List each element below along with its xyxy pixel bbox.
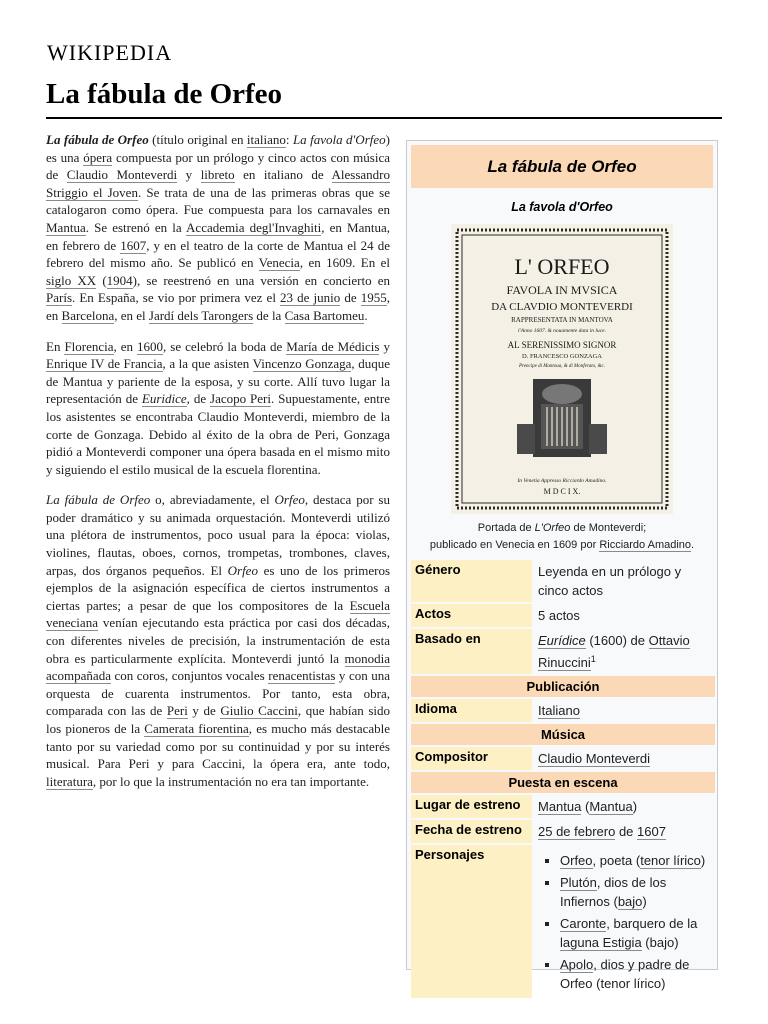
label-lugar-de-estreno: Lugar de estreno — [411, 795, 532, 818]
article-link[interactable]: libreto — [200, 167, 235, 183]
section-header-musica: Música — [411, 724, 715, 745]
article-text: . En España, se vio por primera vez el — [72, 290, 281, 306]
article-text: venían ejecutando esta práctica por casi dos décadas, con diferentes niveles de precisión, la instrumentación de esta obra es particularmente explícita. Monteverdi juntó la — [46, 615, 390, 666]
article-text: y de — [187, 703, 221, 719]
article-link[interactable]: Mantua — [46, 219, 86, 235]
article-text: . — [364, 307, 368, 323]
personaje-end: ) — [700, 853, 706, 869]
image-line-7: D. FRANCESCO GONZAGA — [522, 353, 602, 360]
article-link[interactable]: monodia acompañada — [46, 650, 390, 684]
personaje-item — [560, 955, 711, 993]
article-link[interactable]: Casa Bartomeu — [284, 307, 365, 323]
label-actos: Actos — [411, 604, 532, 627]
label-personajes: Personajes — [411, 845, 532, 998]
article-text: Orfeo — [227, 562, 258, 578]
row-lugar-de-estreno — [411, 795, 715, 818]
image-line-5: l'Anno 1607. & nouamente data in luce. — [518, 328, 606, 334]
article-link[interactable]: Florencia — [64, 338, 114, 354]
article-text: ) es una — [46, 132, 390, 165]
article-link[interactable]: 23 de junio — [280, 290, 341, 306]
article-link[interactable]: Euridice — [141, 391, 187, 407]
section-header-puesta-en-escena: Puesta en escena — [411, 772, 715, 793]
label-fecha-de-estreno: Fecha de estreno — [411, 820, 532, 843]
article-link[interactable]: 1607 — [120, 237, 147, 253]
article-body — [46, 131, 390, 803]
article-link[interactable]: Escuela veneciana — [46, 597, 390, 631]
article-text: , es mucho más destacable tanto por su variedad como por su continuidad y por su interés musical. Para Peri y para Caccini, la ópera era, ante todo, — [46, 721, 391, 772]
article-text: con coros, conjuntos vocales — [110, 668, 269, 684]
article-text: En — [46, 338, 65, 354]
infobox-title: La fábula de Orfeo — [411, 145, 713, 188]
caption-line-2: publicado en Venecia en 1609 por — [429, 539, 600, 551]
article-text: , duque de Mantua y pariente de la esposa, y su corte. Allí tuvo lugar la representación de — [46, 356, 390, 407]
link-mantua-province[interactable]: Mantua — [589, 799, 633, 815]
article-text: Orfeo — [274, 492, 305, 508]
article-text: de la — [253, 307, 285, 323]
title-page-image[interactable] — [451, 224, 673, 514]
article-text: La fábula de Orfeo — [46, 132, 149, 147]
value-actos: 5 actos — [538, 608, 580, 623]
value-personajes — [532, 845, 715, 998]
caption-italic: L'Orfeo — [534, 522, 571, 534]
row-compositor — [411, 747, 715, 770]
article-text: , en 1609. En el — [299, 255, 391, 271]
article-text: , se celebró la boda de — [163, 338, 287, 354]
title-page-illustration — [451, 224, 673, 514]
article-link[interactable]: Claudio Monteverdi — [66, 167, 178, 183]
personaje-desc: , dios de los Infiernos ( — [560, 875, 667, 910]
article-text: , a la que asisten — [162, 356, 253, 372]
caption-end: . — [691, 539, 695, 551]
reference-1[interactable]: 1 — [590, 654, 596, 664]
article-text: , por lo que la instrumentación no era tan importante. — [92, 773, 370, 789]
page-title: La fábula de Orfeo — [46, 78, 283, 110]
personaje-desc: , barquero de la — [606, 916, 698, 932]
link-bajo[interactable]: bajo — [617, 894, 643, 910]
row-idioma — [411, 699, 715, 722]
article-link[interactable]: Camerata fiorentina — [144, 721, 249, 736]
infobox-subtitle: La favola d'Orfeo — [511, 200, 613, 214]
article-link[interactable]: ópera — [83, 149, 113, 165]
row-personajes — [411, 845, 715, 998]
section-publicacion — [411, 676, 715, 697]
link-ottavio-rinuccini[interactable]: Ottavio Rinuccini — [538, 633, 690, 671]
article-paragraph-3 — [46, 491, 390, 790]
link-euridice[interactable]: Eurídice — [538, 633, 586, 648]
article-text: , en — [113, 338, 138, 354]
article-text: ), se reestrenó en una versión en concierto en — [132, 272, 390, 288]
wikipedia-wordmark[interactable]: WIKIPEDIA — [47, 40, 173, 65]
personaje-item — [560, 873, 711, 911]
article-text: . Se estrenó en la — [85, 219, 187, 235]
basado-mid: (1600) de — [585, 633, 649, 648]
section-puesta-en-escena — [411, 772, 715, 793]
personaje-item — [560, 851, 711, 870]
article-text: La fábula de Orfeo — [46, 492, 151, 508]
article-text: es uno de los primeros ejemplos de la asignación específica de ciertos instrumentos a ciertas partes; a pesar de que los compositores de la — [46, 562, 391, 613]
link-1607[interactable]: 1607 — [637, 824, 666, 840]
fecha-sep: de — [615, 824, 638, 840]
personaje-item — [560, 914, 711, 952]
image-imprint: In Venetia Appresso Ricciardo Amadino. — [517, 478, 607, 484]
article-paragraph-2 — [46, 338, 390, 479]
image-line-8: Prencipe di Mantoua, & di Monferato, &c. — [518, 364, 606, 369]
article-link[interactable]: Enrique IV de Francia — [46, 356, 163, 372]
link-caronte[interactable]: Caronte — [560, 916, 607, 932]
article-text: y — [379, 338, 390, 354]
article-link[interactable]: Barcelona — [61, 307, 115, 323]
image-line-6: AL SERENISSIMO SIGNOR — [507, 340, 617, 350]
article-text: , y en el teatro de la corte de Mantua el 24 de febrero del mismo año. Se publicó en — [46, 237, 390, 271]
article-text: . Supuestamente, entre los asistentes se encontraba Claudio Monteverdi, miembro de la corte de Gonzaga. Debido al éxito de la obra de Peri, Gonzaga pidió a Monteverdi componer una ópera basada en el mismo mito y siguiendo el estilo musical de la escuela florentina. — [46, 391, 391, 477]
article-text: y con una orquesta de cuarenta instrumentos. Por tanto, esta obra, comparada con las de — [46, 668, 390, 719]
article-link[interactable]: París — [46, 290, 72, 306]
article-link[interactable]: 1600 — [137, 338, 164, 354]
article-text: , que habían sido los pioneros de la — [46, 703, 390, 736]
personajes-list — [538, 851, 711, 993]
article-text: : — [285, 132, 293, 147]
image-line-3: DA CLAVDIO MONTEVERDI — [491, 301, 633, 313]
article-link[interactable]: Accademia degl'Invaghiti — [186, 219, 322, 235]
article-text: , en Mantua, en febrero de — [46, 219, 390, 253]
link-mantua[interactable]: Mantua — [538, 799, 582, 815]
row-actos — [411, 604, 715, 627]
article-text: , en el — [114, 307, 149, 323]
article-link[interactable]: Alessandro Striggio el Joven — [46, 167, 391, 200]
article-text: , de — [186, 391, 211, 407]
article-text: y — [177, 167, 201, 183]
link-italiano[interactable]: Italiano — [538, 703, 580, 719]
personaje-end: (bajo) — [641, 935, 679, 951]
personaje-desc: , dios y padre de Orfeo (tenor lírico) — [560, 957, 690, 992]
image-line-2: FAVOLA IN MVSICA — [506, 283, 618, 297]
value-fecha-de-estreno — [532, 820, 715, 843]
article-link[interactable]: siglo XX — [46, 272, 97, 288]
link-claudio-monteverdi[interactable]: Claudio Monteverdi — [538, 751, 651, 767]
value-lugar-de-estreno — [532, 795, 715, 818]
value-basado-en — [532, 629, 715, 674]
image-year: M D C I X. — [543, 487, 581, 496]
link-tenor-lirico[interactable]: tenor lírico — [640, 853, 701, 869]
article-link[interactable]: 1955 — [360, 290, 387, 306]
article-link[interactable]: Vincenzo Gonzaga — [252, 356, 352, 372]
article-link[interactable]: Jacopo Peri — [210, 391, 271, 407]
image-caption — [407, 520, 717, 554]
article-text: de — [340, 290, 361, 306]
article-link[interactable]: María de Médicis — [286, 338, 380, 354]
infobox — [406, 140, 718, 992]
article-text: compuesta por un prólogo y cinco actos con música de — [46, 149, 390, 183]
link-orfeo[interactable]: Orfeo — [560, 853, 593, 869]
link-laguna-estigia[interactable]: laguna Estigia — [560, 935, 642, 951]
image-line-4: RAPPRESENTATA IN MANTOVA — [511, 316, 613, 324]
caption-text: Portada de — [477, 522, 535, 534]
image-line-1: L' ORFEO — [514, 254, 610, 279]
article-link[interactable]: literatura — [46, 773, 93, 789]
article-text: ( — [96, 272, 107, 288]
paren-open: ( — [581, 799, 590, 815]
article-text: La favola d'Orfeo — [292, 132, 386, 147]
label-genero: Género — [411, 560, 532, 602]
link-apolo[interactable]: Apolo — [560, 957, 594, 973]
value-compositor — [532, 747, 715, 770]
article-link[interactable]: renacentistas — [268, 668, 336, 684]
infobox-table — [411, 558, 715, 1000]
article-text: . Se trata de una de las primeras obras que se catalogaron como ópera. Fue compuesta para los carnavales en — [46, 184, 390, 218]
link-25-de-febrero[interactable]: 25 de febrero — [538, 824, 616, 840]
article-link[interactable]: Jardí dels Tarongers — [148, 307, 254, 323]
article-link[interactable]: 1904 — [106, 272, 133, 288]
article-text: o, abreviadamente, el — [150, 492, 275, 508]
article-link[interactable]: Peri — [166, 703, 188, 719]
personaje-end: ) — [642, 894, 647, 910]
paren-close: ) — [632, 799, 638, 815]
article-text: , en — [46, 290, 390, 323]
label-basado-en: Basado en — [411, 629, 532, 674]
title-rule — [46, 117, 722, 119]
article-link[interactable]: italiano — [246, 132, 286, 147]
section-musica — [411, 724, 715, 745]
row-genero — [411, 560, 715, 602]
link-pluton[interactable]: Plutón — [560, 875, 597, 891]
article-text: en italiano de — [234, 167, 332, 183]
link-ricciardo-amadino[interactable]: Ricciardo Amadino — [599, 539, 692, 551]
article-paragraph-1 — [46, 131, 390, 325]
row-basado-en — [411, 629, 715, 674]
article-text: , destaca por su poder dramático y su animada orquestación. Monteverdi utilizó una plétora de instrumentos, poco usual para la época: violas, violines, flautas, oboes, cornos, trompetas, trombones, claves, arpas, dos órganos pequeños. El — [46, 492, 390, 578]
article-link[interactable]: Giulio Caccini — [220, 703, 298, 719]
value-idioma — [532, 699, 715, 722]
value-genero: Leyenda en un prólogo y cinco actos — [538, 564, 682, 598]
label-idioma: Idioma — [411, 699, 532, 722]
personaje-desc: , poeta ( — [592, 853, 641, 869]
article-text: (título original en — [148, 132, 247, 147]
article-link[interactable]: Venecia — [258, 255, 300, 271]
row-fecha-de-estreno — [411, 820, 715, 843]
caption-text-2: de Monteverdi; — [570, 522, 647, 534]
label-compositor: Compositor — [411, 747, 532, 770]
section-header-publicacion: Publicación — [411, 676, 715, 697]
